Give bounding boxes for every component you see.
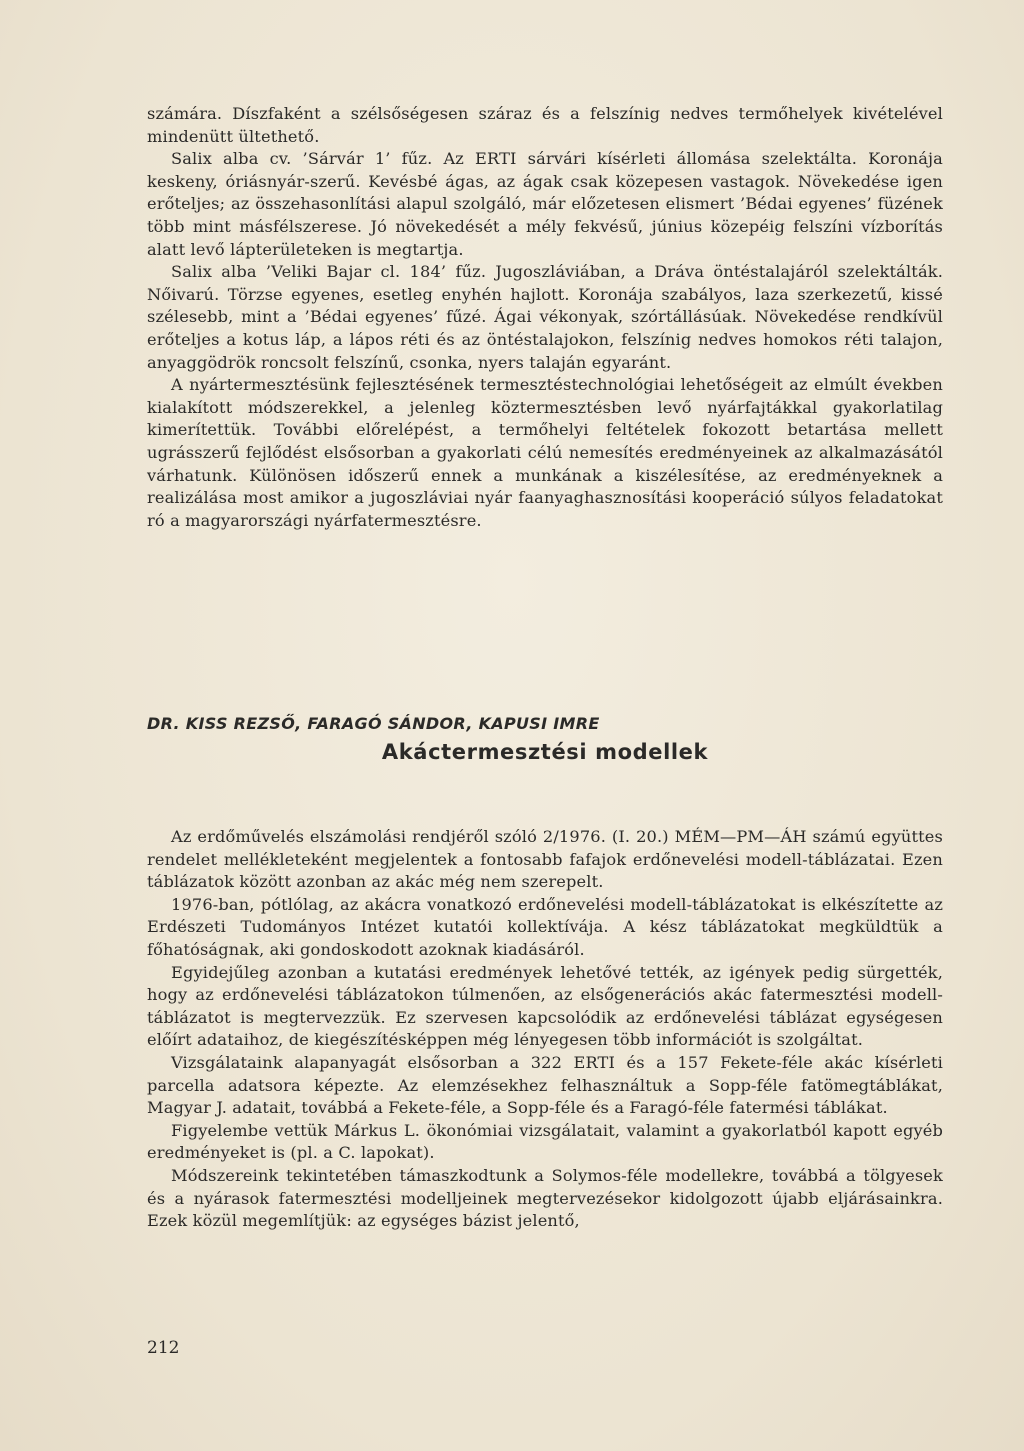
paragraph: Az erdőművelés elszámolási rendjéről szóló 2/1976. (I. 20.) MÉM—PM—ÁH számú együttes rendelet mellékleteként megjelentek a fontosabb fafajok erdőnevelési modell-táblázatai. Ezen táblázatok között azonban az akác még nem szerepelt. xyxy=(147,827,943,892)
paragraph-salix-veliki: Salix alba ’Veliki Bajar cl. 184’ fűz. Jugoszláviában, a Dráva öntéstalajáról szelektálták. Nőivarú. Törzse egyenes, esetleg enyhén hajlott. Koronája szabályos, laza szerkezetű, kissé szélesebb, mint a ’Bédai egyenes’ fűzé. Ágai vékonyak, szórtállásúak. Növekedése rendkívül erőteljes a kotus láp, a lápos réti és az öntéstalajokon, felszínig nedves homokos réti talajon, anyaggödrök roncsolt felszínű, csonka, nyers talaján egyaránt. xyxy=(147,262,943,372)
article-authors: DR. KISS REZSŐ, FARAGÓ SÁNDOR, KAPUSI IMRE xyxy=(147,714,600,733)
paragraph: Egyidejűleg azonban a kutatási eredmények lehetővé tették, az igények pedig sürgették, hogy az erdőnevelési táblázatokon túlmenően, az elsőgenerációs akác fatermesztési modell-táblázatot is megtervezzük. Ez szervesen kapcsolódik az erdőnevelési táblázat egységesen előírt adataihoz, de kiegészítésképpen még lényegesen több információt is szolgáltat. xyxy=(147,962,943,1050)
paragraph: Módszereink tekintetében támaszkodtunk a Solymos-féle modellekre, továbbá a tölgyesek és a nyárasok fatermesztési modelljeinek megtervezésekor kidolgozott újabb eljárásainkra. Ezek közül megemlítjük: az egységes bázist jelentő, xyxy=(147,1165,943,1231)
article-title: Akáctermesztési modellek xyxy=(381,740,709,764)
article-body xyxy=(147,826,943,1233)
paragraph: számára. Díszfaként a szélsőségesen száraz és a felszínig nedves termőhelyek kivételével mindenütt ültethető. xyxy=(147,104,943,146)
paragraph: Vizsgálataink alapanyagát elsősorban a 322 ERTI és a 157 Fekete-féle akác kísérleti parcella adatsora képezte. Az elemzésekhez felhasználtuk a Sopp-féle fatömegtáblákat, Magyar J. adatait, továbbá a Fekete-féle, a Sopp-féle és a Faragó-féle fatermési táblákat. xyxy=(147,1052,943,1118)
page-number: 212 xyxy=(147,1338,180,1358)
top-text-block xyxy=(147,103,943,532)
paragraph: 1976-ban, pótlólag, az akácra vonatkozó erdőnevelési modell-táblázatokat is elkészítette az Erdészeti Tudományos Intézet kutatói kollektívája. A kész táblázatokat megküldtük a főhatóságnak, aki gondoskodott azoknak kiadásáról. xyxy=(147,894,943,959)
paragraph: Figyelembe vettük Márkus L. ökonómiai vizsgálatait, valamint a gyakorlatból kapott egyéb eredményeket is (pl. a C. lapokat). xyxy=(147,1120,943,1163)
paragraph: A nyártermesztésünk fejlesztésének termesztéstechnológiai lehetőségeit az elmúlt években kialakított módszerekkel, a jelenleg köztermesztésben levő nyárfajtákkal gyakorlatilag kimerítettük. További előrelépést, a termőhelyi feltételek fokozott betartása mellett ugrásszerű fejlődést elsősorban a gyakorlati célú nemesítés eredményeinek az alkalmazásától várhatunk. Különösen időszerű ennek a munkának a kiszélesítése, az eredményeknek a realizálása most amikor a jugoszláviai nyár faanyaghasznosítási kooperáció súlyos feladatokat ró a magyarországi nyárfatermesztésre. xyxy=(147,375,943,530)
paragraph-salix-sarvar: Salix alba cv. ’Sárvár 1’ fűz. Az ERTI sárvári kísérleti állomása szelektálta. Koronája keskeny, óriásnyár-szerű. Kevésbé ágas, az ágak csak közepesen vastagok. Növekedése igen erőteljes; az összehasonlítási alapul szolgáló, már előzetesen elismert ’Bédai egyenes’ füzének több mint másfélszerese. Jó növekedését a mély fekvésű, június közepéig felszíni vízborítás alatt levő lápterületeken is megtartja. xyxy=(147,149,943,259)
